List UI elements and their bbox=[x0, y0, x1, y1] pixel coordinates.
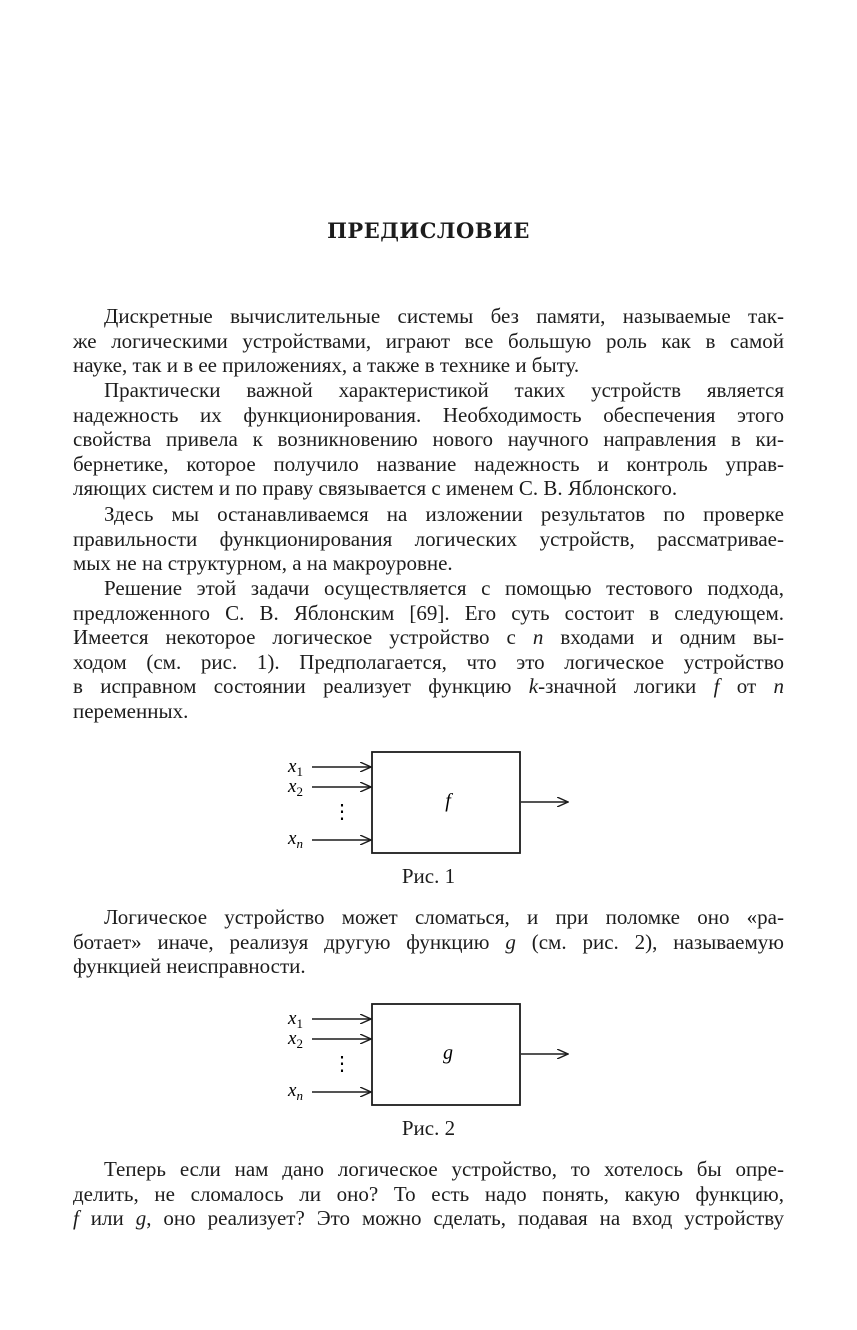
paragraph-line: ходом (см. рис. 1). Предполагается, что это логическое устройство bbox=[73, 649, 784, 674]
text-fragment: или bbox=[78, 1206, 136, 1231]
paragraph-line bbox=[73, 625, 784, 650]
text-fragment: входами и одним вы- bbox=[543, 625, 784, 650]
figure-1-diagram bbox=[0, 740, 857, 870]
paragraph-line: делить, не сломалось ли оно? То есть надо понять, какую функцию, bbox=[73, 1181, 784, 1206]
figure-2 bbox=[0, 992, 857, 1152]
input-label-x2: $x_2$ bbox=[288, 1028, 303, 1051]
paragraph-line: Дискретные вычислительные системы без памяти, называемые так- bbox=[104, 304, 784, 328]
paragraph-line: бернетике, которое получило название надежность и контроль управ- bbox=[73, 451, 784, 476]
paragraph-6 bbox=[73, 1157, 784, 1231]
ellipsis-dots: ⋮ bbox=[332, 799, 352, 823]
paragraph-line: свойства привела к возникновению нового научного направления в ки- bbox=[73, 427, 784, 452]
paragraph-line bbox=[73, 674, 784, 699]
figure-1 bbox=[0, 740, 857, 900]
paragraph-line: мых не на структурном, а на макроуровне. bbox=[73, 551, 453, 576]
paragraph-5 bbox=[73, 905, 784, 979]
text-fragment: в исправном состоянии реализует функцию bbox=[73, 674, 529, 699]
paragraph-line: же логическими устройствами, играют все большую роль как в самой bbox=[73, 328, 784, 353]
math-variable: n bbox=[532, 625, 544, 650]
input-label-xn: $x_n$ bbox=[288, 828, 303, 851]
paragraph-line: Решение этой задачи осуществляется с помощью тестового подхода, bbox=[104, 576, 784, 600]
page-title: ПРЕДИСЛОВИЕ bbox=[327, 218, 530, 243]
paragraph-3 bbox=[73, 502, 784, 576]
math-variable: f bbox=[713, 674, 720, 699]
math-variable: g bbox=[135, 1206, 147, 1231]
math-variable: n bbox=[773, 674, 784, 699]
paragraph-line bbox=[73, 930, 784, 955]
ellipsis-dots: ⋮ bbox=[332, 1051, 352, 1075]
function-label: g bbox=[443, 1042, 453, 1064]
math-variable: k bbox=[528, 674, 539, 699]
input-label-x1: $x_1$ bbox=[288, 756, 303, 779]
paragraph-line: переменных. bbox=[73, 698, 189, 723]
paragraph-line: Здесь мы останавливаемся на изложении результатов по проверке bbox=[104, 502, 784, 526]
math-variable: f bbox=[73, 1206, 79, 1231]
text-fragment: , оно реализует? Это можно сделать, подавая на вход устройству bbox=[146, 1206, 784, 1231]
text-fragment: Имеется некоторое логическое устройство с bbox=[73, 625, 533, 650]
paragraph-line bbox=[73, 1206, 784, 1231]
input-label-xn: $x_n$ bbox=[288, 1080, 303, 1103]
paragraph-line: Теперь если нам дано логическое устройство, то хотелось бы опре- bbox=[104, 1157, 784, 1181]
figure-2-caption: Рис. 2 bbox=[401, 1116, 456, 1140]
paragraph-line: ляющих систем и по праву связывается с именем С. В. Яблонского. bbox=[73, 476, 678, 501]
paragraph-1 bbox=[73, 304, 784, 378]
math-variable: g bbox=[505, 929, 516, 954]
text-fragment: -значной логики bbox=[538, 674, 714, 699]
function-label: f bbox=[445, 790, 451, 812]
paragraph-line: Практически важной характеристикой таких устройств является bbox=[104, 378, 784, 402]
paragraph-line: Логическое устройство может сломаться, и при поломке оно «ра- bbox=[104, 905, 784, 929]
paragraph-4 bbox=[73, 576, 784, 724]
text-fragment: ботает» иначе, реализуя другую функцию bbox=[73, 929, 506, 954]
paragraph-line: функцией неисправности. bbox=[73, 954, 306, 979]
paragraph-line: правильности функционирования логических устройств, рассматривае- bbox=[73, 526, 784, 551]
figure-2-diagram bbox=[0, 992, 857, 1122]
input-label-x2: $x_2$ bbox=[288, 776, 303, 799]
text-fragment: от bbox=[719, 674, 774, 699]
input-label-x1: $x_1$ bbox=[288, 1008, 303, 1031]
paragraph-line: науке, так и в ее приложениях, а также в технике и быту. bbox=[73, 353, 580, 378]
paragraph-line: предложенного С. В. Яблонским [69]. Его суть состоит в следующем. bbox=[73, 600, 784, 625]
figure-1-caption: Рис. 1 bbox=[401, 864, 456, 888]
text-fragment: (см. рис. 2), называемую bbox=[515, 929, 784, 954]
paragraph-2 bbox=[73, 378, 784, 501]
paragraph-line: надежность их функционирования. Необходимость обеспечения этого bbox=[73, 402, 784, 427]
